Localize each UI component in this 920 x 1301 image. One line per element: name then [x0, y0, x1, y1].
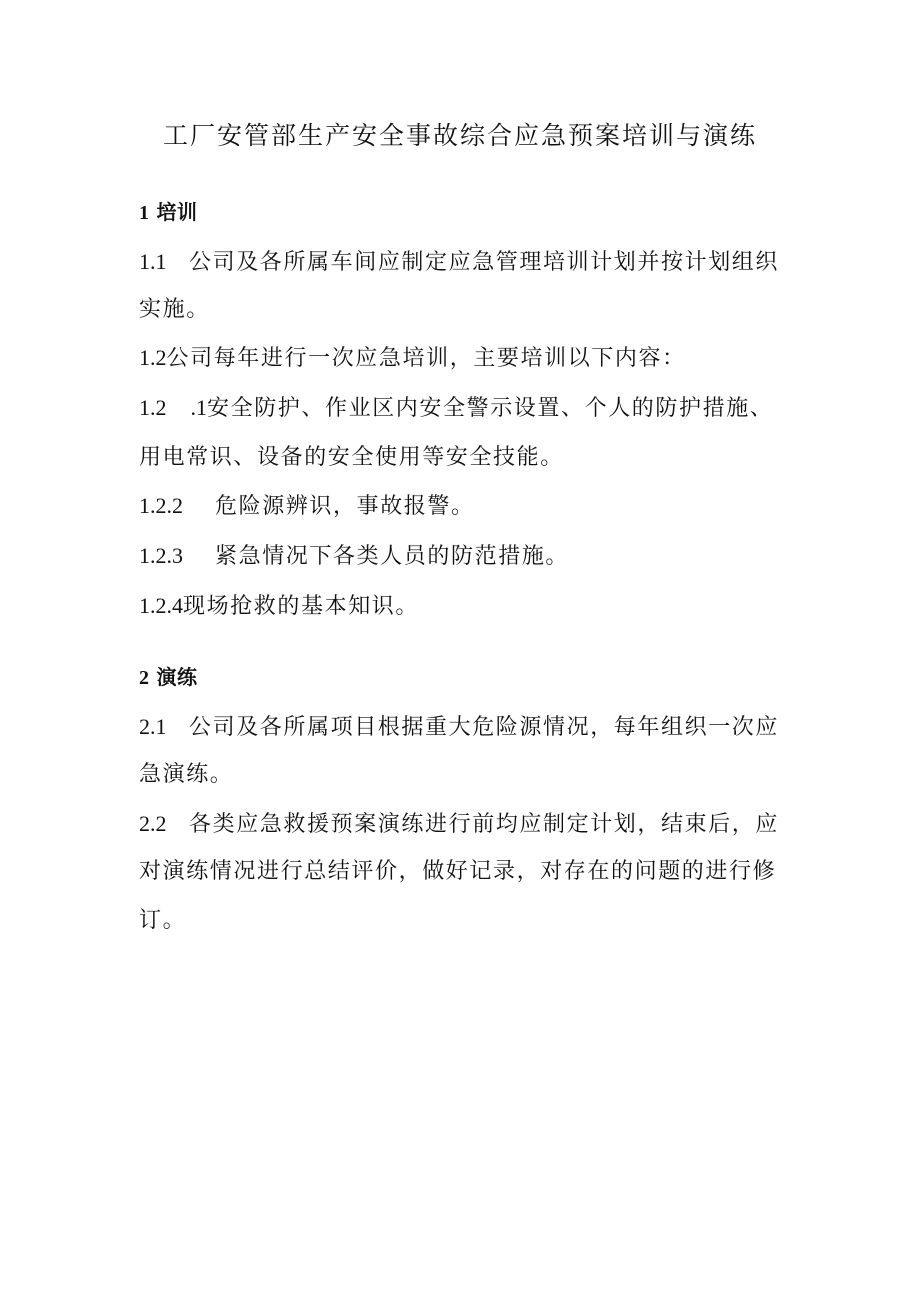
clause-text-line: 紧急情况下各类人员的防范措施。 — [215, 544, 570, 569]
clause-2-1-continued — [139, 760, 233, 790]
document-title: 工厂安管部生产安全事故综合应急预案培训与演练 — [162, 121, 757, 150]
clause-text-line: 危险源辨识，事故报警。 — [215, 494, 475, 519]
clause-text-line: 用电常识、设备的安全使用等安全技能。 — [139, 445, 564, 470]
clause-text-line: 各类应急救援预案演练进行前均应制定计划，结束后，应 — [189, 812, 780, 837]
clause-2-2-continued — [139, 857, 776, 887]
clause-text-line: 现场抢救的基本知识。 — [183, 594, 420, 619]
section-number: 2 — [139, 667, 149, 689]
clause-1-1 — [139, 247, 779, 278]
section-heading-1 — [139, 197, 197, 228]
clause-2-1 — [139, 712, 779, 743]
section-number: 1 — [139, 202, 149, 224]
clause-number: 1.2 — [139, 395, 167, 420]
clause-number-suffix: .1 — [190, 395, 207, 420]
clause-text-line: 公司及各所属车间应制定应急管理培训计划并按计划组织 — [189, 250, 780, 275]
clause-number: 1.2.4 — [139, 593, 183, 618]
clause-number: 1.2 — [139, 345, 167, 370]
section-title: 培训 — [156, 200, 198, 224]
clause-number: 1.2.3 — [139, 543, 183, 568]
clause-text-line: 公司每年进行一次应急培训，主要培训以下内容： — [166, 346, 686, 371]
clause-number: 2.2 — [139, 811, 167, 836]
clause-1-2-1 — [139, 393, 773, 424]
clause-1-2-4 — [139, 591, 419, 622]
clause-1-2-1-continued — [139, 443, 564, 473]
clause-1-2-3 — [139, 541, 569, 572]
clause-text-line: 急演练。 — [139, 762, 234, 787]
clause-text-line: 公司及各所属项目根据重大危险源情况，每年组织一次应 — [189, 715, 780, 740]
clause-number: 1.2.2 — [139, 493, 183, 518]
section-title: 演练 — [156, 665, 198, 689]
clause-2-2-continued-2 — [139, 906, 186, 936]
clause-text-line: 订。 — [139, 908, 187, 933]
clause-2-2 — [139, 809, 779, 840]
clause-text-line: 对演练情况进行总结评价，做好记录，对存在的问题的进行修 — [139, 859, 777, 884]
clause-number: 1.1 — [139, 249, 167, 274]
clause-text-line: 实施。 — [139, 297, 210, 322]
section-heading-2 — [139, 662, 197, 693]
clause-text-line: 安全防护、作业区内安全警示设置、个人的防护措施、 — [207, 396, 774, 421]
clause-number: 2.1 — [139, 714, 167, 739]
clause-1-2-2 — [139, 491, 475, 522]
clause-1-2 — [139, 343, 686, 374]
clause-1-1-continued — [139, 295, 210, 325]
